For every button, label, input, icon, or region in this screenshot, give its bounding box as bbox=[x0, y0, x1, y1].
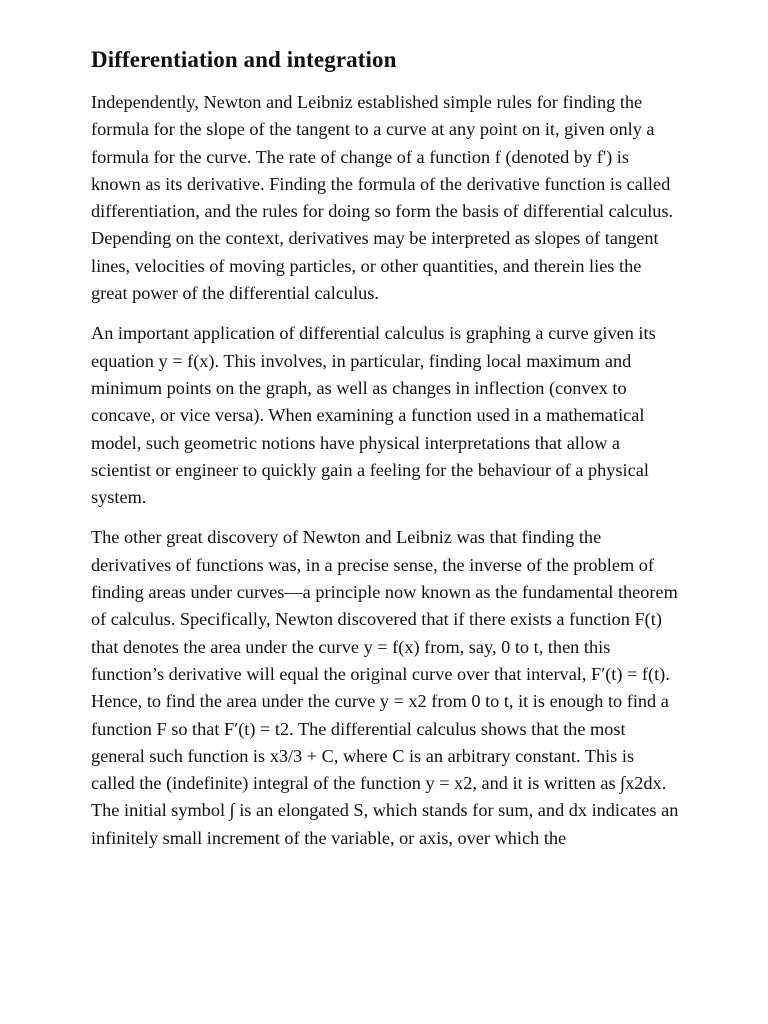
section-heading: Differentiation and integration bbox=[91, 47, 397, 72]
paragraph-derivatives: Independently, Newton and Leibniz established simple rules for finding the formula for the slope of the tangent to a curve at any point on it, given only a formula for the curve. The rate of change of a function f (denoted by f') is known as its derivative. Finding the formula of the derivative function is called differentiation, and the rules for doing so form the basis of differential calculus. Depending on the context, derivatives may be interpreted as slopes of tangent lines, velocities of moving particles, or other quantities, and therein lies the great power of the differential calculus. bbox=[91, 92, 674, 304]
document-page bbox=[91, 44, 681, 865]
paragraph-fundamental-theorem: The other great discovery of Newton and Leibniz was that finding the derivatives of functions was, in a precise sense, the inverse of the problem of finding areas under curves—a principle now known as the fundamental theorem of calculus. Specifically, Newton discovered that if there exists a function F(t) that denotes the area under the curve y = f(x) from, say, 0 to t, then this function’s derivative will equal the original curve over that interval, F′(t) = f(t). Hence, to find the area under the curve y = x2 from 0 to t, it is enough to find a function F so that F′(t) = t2. The differential calculus shows that the most general such function is x3/3 + C, where C is an arbitrary constant. This is called the (indefinite) integral of the function y = x2, and it is written as ∫x2dx. The initial symbol ∫ is an elongated S, which stands for sum, and dx indicates an infinitely small increment of the variable, or axis, over which the bbox=[91, 527, 679, 848]
paragraph-graphing: An important application of differential calculus is graphing a curve given its equation y = f(x). This involves, in particular, finding local maximum and minimum points on the graph, as well as changes in inflection (convex to concave, or vice versa). When examining a function used in a mathematical model, such geometric notions have physical interpretations that allow a scientist or engineer to quickly gain a feeling for the behaviour of a physical system. bbox=[91, 323, 656, 508]
